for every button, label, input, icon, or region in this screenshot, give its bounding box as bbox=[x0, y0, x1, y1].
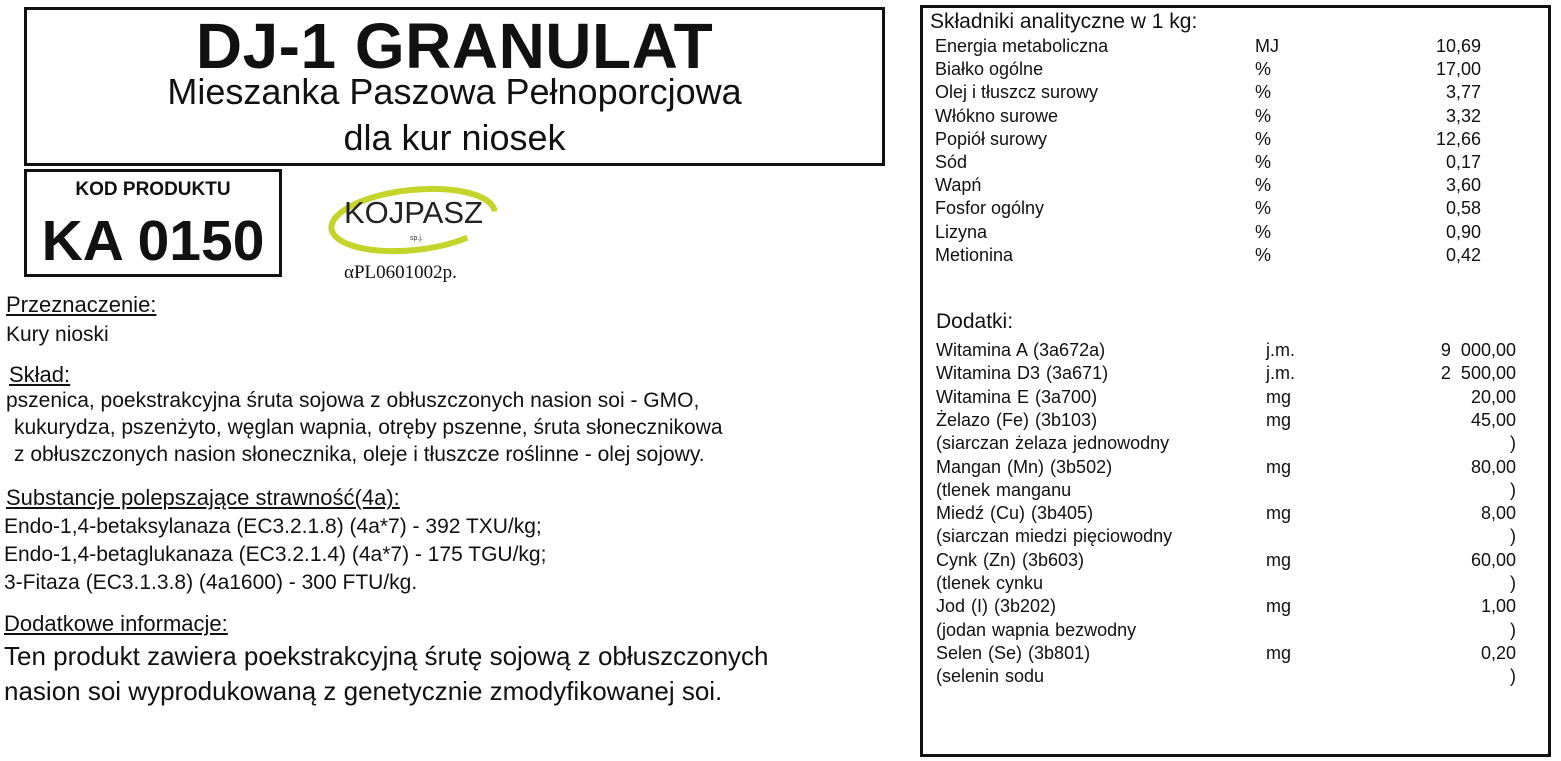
analytic-name: Fosfor ogólny bbox=[935, 198, 1045, 219]
product-subtitle-line1: Mieszanka Paszowa Pełnoporcjowa bbox=[167, 71, 742, 112]
additives-value: 1,00 bbox=[1480, 596, 1516, 617]
additives-unit: mg bbox=[1266, 386, 1292, 407]
product-code-box bbox=[24, 169, 282, 277]
additives-value: ) bbox=[1510, 619, 1516, 640]
product-subtitle-line2: dla kur niosek bbox=[343, 117, 566, 158]
analytic-name: Sód bbox=[935, 152, 968, 172]
additives-name: Mangan (Mn) (3b502) bbox=[936, 456, 1113, 477]
analytic-row bbox=[935, 244, 1481, 266]
additives-unit: mg bbox=[1266, 503, 1292, 524]
analytic-value: 0,90 bbox=[1445, 221, 1481, 242]
analytic-name: Wapń bbox=[935, 175, 982, 196]
analytic-value: 0,58 bbox=[1445, 198, 1481, 219]
analytic-unit: % bbox=[1255, 128, 1272, 149]
certificate-number: αPL0601002p. bbox=[344, 262, 457, 283]
additives-row bbox=[936, 456, 1516, 478]
additives-row bbox=[936, 339, 1516, 361]
additives-value: ) bbox=[1510, 479, 1516, 500]
analytic-value: 10,69 bbox=[1435, 36, 1481, 56]
analytic-unit: MJ bbox=[1255, 36, 1279, 56]
additives-row bbox=[936, 619, 1516, 641]
additives-unit: j.m. bbox=[1266, 340, 1295, 360]
analytic-unit: % bbox=[1255, 198, 1272, 219]
additives-value: ) bbox=[1510, 526, 1516, 547]
additives-name: (tlenek cynku bbox=[936, 573, 1044, 593]
analytic-name: Włókno surowe bbox=[935, 105, 1059, 126]
additives-value: 9 000,00 bbox=[1440, 340, 1516, 360]
additives-name: Jod (I) (3b202) bbox=[936, 596, 1057, 617]
additives-name: Żelazo (Fe) (3b103) bbox=[936, 409, 1098, 430]
additives-row bbox=[936, 595, 1516, 617]
composition-line: kukurydza, pszenżyto, węglan wapnia, otręby pszenne, śruta słonecznikowa bbox=[14, 416, 723, 439]
analytic-row bbox=[935, 35, 1481, 57]
kojpasz-logo bbox=[328, 180, 503, 255]
analytic-name: Białko ogólne bbox=[935, 59, 1044, 80]
additives-row bbox=[936, 362, 1516, 384]
additives-unit: mg bbox=[1266, 596, 1292, 617]
analytic-unit: % bbox=[1255, 244, 1272, 265]
analytic-unit: % bbox=[1255, 59, 1272, 80]
additives-value: 2 500,00 bbox=[1440, 363, 1516, 384]
additives-unit: mg bbox=[1266, 409, 1292, 430]
additives-name: Cynk (Zn) (3b603) bbox=[936, 549, 1085, 570]
additives-name: (selenin sodu bbox=[936, 666, 1045, 687]
product-title: DJ-1 GRANULAT bbox=[195, 10, 714, 82]
analytic-value: 3,32 bbox=[1445, 105, 1481, 126]
analytic-row bbox=[935, 81, 1481, 103]
analytic-row bbox=[935, 128, 1481, 150]
analytic-name: Energia metaboliczna bbox=[935, 36, 1109, 56]
analytic-name: Popiół surowy bbox=[935, 128, 1048, 149]
additives-heading: Dodatki: bbox=[936, 310, 1014, 333]
analytic-row bbox=[935, 151, 1481, 173]
additives-value: 0,20 bbox=[1480, 642, 1516, 663]
analytic-row bbox=[935, 197, 1481, 219]
analytic-unit: % bbox=[1255, 105, 1272, 126]
analytic-unit: % bbox=[1255, 82, 1272, 103]
additives-value: 80,00 bbox=[1470, 456, 1516, 477]
additives-value: ) bbox=[1510, 666, 1516, 687]
additional-info-line: Ten produkt zawiera poekstrakcyjną śrutę sojową z obłuszczonych bbox=[4, 641, 769, 671]
analytic-row bbox=[935, 105, 1481, 127]
additives-row bbox=[936, 665, 1516, 687]
additives-value: ) bbox=[1510, 433, 1516, 454]
logo-text: KOJPASZ bbox=[344, 195, 483, 230]
additives-name: Selen (Se) (3b801) bbox=[936, 642, 1091, 663]
additives-name: Miedź (Cu) (3b405) bbox=[936, 503, 1094, 524]
analytic-name: Metionina bbox=[935, 244, 1014, 265]
analytic-name: Lizyna bbox=[935, 221, 988, 242]
additives-row bbox=[936, 549, 1516, 571]
additives-row bbox=[936, 432, 1516, 454]
title-box bbox=[24, 7, 885, 166]
additives-row bbox=[936, 572, 1516, 594]
additives-value: 8,00 bbox=[1480, 503, 1516, 524]
analytic-name: Olej i tłuszcz surowy bbox=[935, 82, 1099, 103]
logo-subtext: sp.j. bbox=[410, 235, 423, 242]
additives-row bbox=[936, 479, 1516, 501]
purpose-heading: Przeznaczenie: bbox=[6, 292, 157, 317]
additives-name: (siarczan miedzi pięciowodny bbox=[936, 526, 1173, 547]
analytic-row bbox=[935, 221, 1481, 243]
analytic-unit: % bbox=[1255, 175, 1272, 196]
additives-value: 60,00 bbox=[1470, 549, 1516, 570]
additives-row bbox=[936, 642, 1516, 664]
composition-line: pszenica, poekstrakcyjna śruta sojowa z obłuszczonych nasion soi - GMO, bbox=[6, 389, 700, 412]
additives-name: (tlenek manganu bbox=[936, 479, 1072, 500]
enzyme-line: 3-Fitaza (EC3.1.3.8) (4a1600) - 300 FTU/kg. bbox=[4, 571, 418, 594]
enzyme-line: Endo-1,4-betaglukanaza (EC3.2.1.4) (4a*7) - 175 TGU/kg; bbox=[4, 543, 547, 566]
analytic-value: 0,42 bbox=[1445, 244, 1481, 265]
additives-value: 20,00 bbox=[1470, 386, 1516, 407]
additives-name: (jodan wapnia bezwodny bbox=[936, 619, 1137, 640]
additives-unit: j.m. bbox=[1266, 363, 1295, 384]
additives-row bbox=[936, 409, 1516, 431]
additives-name: (siarczan żelaza jednowodny bbox=[936, 433, 1170, 454]
enzyme-line: Endo-1,4-betaksylanaza (EC3.2.1.8) (4a*7) - 392 TXU/kg; bbox=[4, 515, 542, 538]
enzymes-heading: Substancje polepszające strawność(4a): bbox=[6, 485, 400, 510]
additives-name: Witamina A (3a672a) bbox=[936, 340, 1106, 360]
additional-info-heading: Dodatkowe informacje: bbox=[4, 611, 228, 636]
additives-row bbox=[936, 386, 1516, 408]
analytic-row bbox=[935, 174, 1481, 196]
analytic-row bbox=[935, 58, 1481, 80]
additives-name: Witamina E (3a700) bbox=[936, 386, 1098, 407]
analytic-value: 12,66 bbox=[1435, 128, 1481, 149]
additives-unit: mg bbox=[1266, 549, 1292, 570]
additives-value: ) bbox=[1510, 573, 1516, 593]
product-code-value: KA 0150 bbox=[41, 209, 265, 273]
analytic-unit: % bbox=[1255, 221, 1272, 242]
additives-name: Witamina D3 (3a671) bbox=[936, 363, 1109, 384]
analytic-value: 3,77 bbox=[1445, 82, 1481, 103]
composition-line: z obłuszczonych nasion słonecznika, oleje i tłuszcze roślinne - olej sojowy. bbox=[14, 443, 705, 466]
additives-row bbox=[936, 525, 1516, 547]
analytic-value: 3,60 bbox=[1445, 175, 1481, 196]
analytic-unit: % bbox=[1255, 152, 1272, 172]
additives-value: 45,00 bbox=[1470, 409, 1516, 430]
additional-info-line: nasion soi wyprodukowaną z genetycznie zmodyfikowanej soi. bbox=[4, 676, 723, 706]
composition-heading: Skład: bbox=[9, 362, 71, 387]
additives-unit: mg bbox=[1266, 642, 1292, 663]
analytic-value: 17,00 bbox=[1435, 59, 1481, 80]
logo-swoosh-icon bbox=[328, 180, 503, 255]
purpose-text: Kury nioski bbox=[6, 323, 109, 346]
additives-row bbox=[936, 502, 1516, 524]
product-code-label: KOD PRODUKTU bbox=[75, 179, 231, 200]
additives-unit: mg bbox=[1266, 456, 1292, 477]
analytic-heading: Składniki analityczne w 1 kg: bbox=[930, 10, 1198, 33]
analytic-value: 0,17 bbox=[1445, 152, 1481, 172]
